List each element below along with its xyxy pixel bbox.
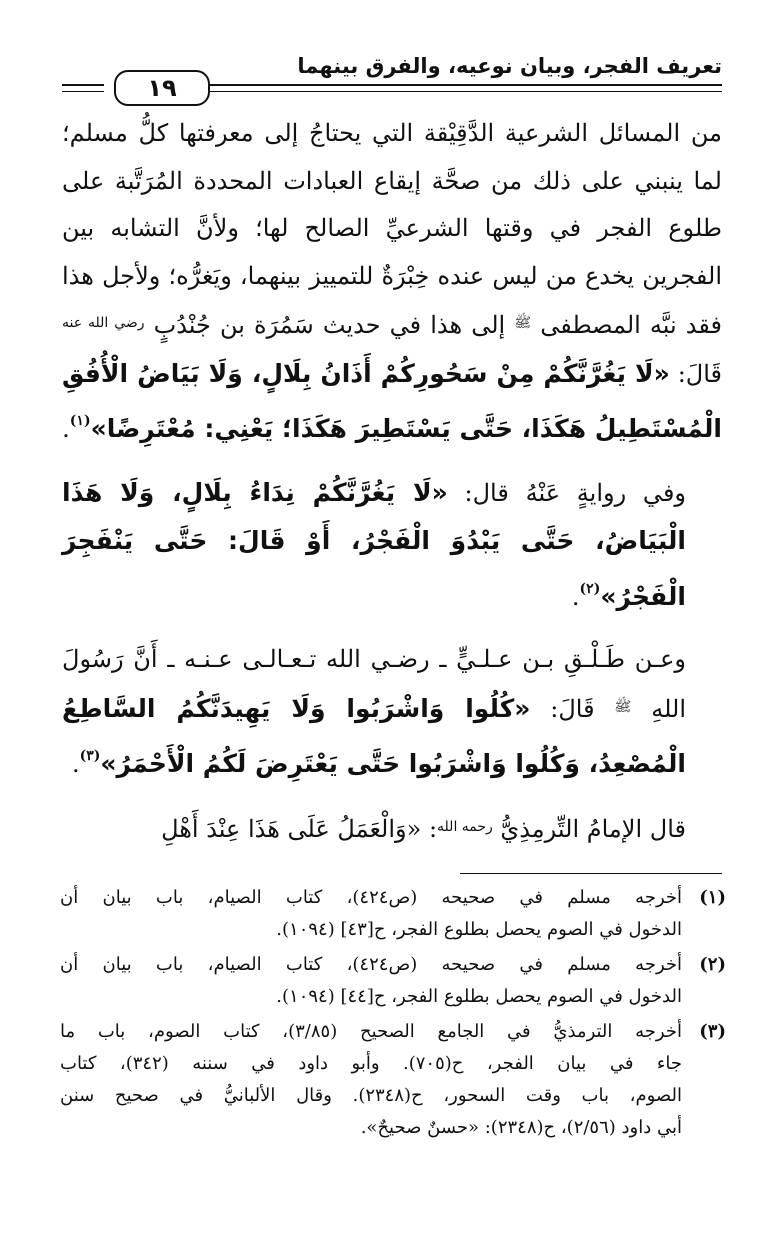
footnote-3 — [60, 1016, 726, 1144]
footnote-line: أخرجه مسلم في صحيحه (ص٤٢٤)، كتاب الصيام، باب بيان أن — [60, 954, 683, 975]
footnote-line: الدخول في الصوم يحصل بطلوع الفجر، ح[٤٤] (١٠٩٤). — [276, 986, 682, 1007]
paragraph-1-end: . — [62, 415, 70, 443]
paragraph-1-text-b: إلى هذا في حديث سَمُرَة بن جُنْدُبٍ — [144, 311, 515, 339]
footnote-ref-2[interactable]: (٢) — [579, 580, 601, 597]
footnote-text — [60, 882, 682, 946]
salawat-glyph: ﷺ — [514, 315, 532, 331]
radiya-glyph: رضي الله عنه — [62, 315, 145, 331]
footnote-ref-3[interactable]: (٣) — [79, 748, 101, 764]
paragraph-1-text-a: من المسائل الشرعية الدَّقِيْقة التي يحتاجُ إلى معرفتها كلُّ مسلم؛ لما ينبني على ذلك من صحَّة إيقاع العبادات المحددة المُرَتَّبة على طلوع الفجر في وقتها الشرعيِّ الصالح لها؛ ولأنَّ التشابه بين الفجرين يخدع من ليس عنده خِبْرَةٌ للتمييز بينهما، ويَغرُّه؛ ولأجل هذا فقد نبَّه المصطفى — [62, 119, 722, 339]
paragraph-1 — [62, 110, 722, 454]
footnote-line: أخرجه الترمذيُّ في الجامع الصحيح (٣/٨٥)، كتاب الصوم، باب ما — [60, 1021, 682, 1042]
chapter-title: تعريف الفجر، وبيان نوعيه، والفرق بينهما — [297, 54, 722, 78]
footnote-line: أبي داود (٢/٥٦)، ح(٢٣٤٨): «حسنٌ صحيحٌ». — [360, 1117, 682, 1138]
rahimahu-glyph: رحمه الله — [437, 818, 493, 835]
hadith-quote-1: «لَا يَغُرَّنَّكُمْ مِنْ سَحُورِكُمْ أَذَانُ بِلَالٍ، وَلَا بَيَاضُ الْأُفُقِ الْمُسْتَطِيلُ هَكَذَا، حَتَّى يَسْتَطِيرَ هَكَذَا؛ يَعْنِي: مُعْتَرِضًا» — [62, 358, 722, 443]
paragraph-2 — [62, 469, 722, 622]
paragraph-3 — [62, 636, 722, 789]
footnote-number: (٢) — [699, 954, 726, 975]
footnote-line: جاء في بيان الفجر، ح(٧٠٥). وأبو داود في سننه (٣٤٢)، كتاب — [60, 1053, 683, 1074]
paragraph-3-end: . — [71, 750, 80, 778]
footnote-ref-1[interactable]: (١) — [69, 413, 91, 429]
header-rule-left — [62, 84, 104, 92]
book-page — [60, 48, 726, 1144]
footnote-line: الدخول في الصوم يحصل بطلوع الفجر، ح[٤٣] (١٠٩٤). — [276, 919, 682, 940]
main-text — [62, 110, 722, 853]
running-header — [62, 48, 722, 110]
header-rule-right — [210, 84, 722, 92]
footnote-2 — [60, 949, 726, 1013]
paragraph-2-end: . — [571, 582, 580, 611]
footnote-number: (١) — [699, 887, 726, 908]
hadith-quote-3: «كُلُوا وَاشْرَبُوا وَلَا يَهِيدَنَّكُمُ السَّاطِعُ الْمُصْعِدُ، وَكُلُوا وَاشْرَبُوا حَتَّى يَعْتَرِضَ لَكُمُ الْأَحْمَرُ» — [62, 693, 686, 778]
footnote-line: الصوم، باب وقت السحور، ح(٢٣٤٨). وقال الألبانيُّ في صحيح سنن — [60, 1085, 683, 1106]
paragraph-3-text-b: قَالَ: — [530, 694, 615, 723]
paragraph-2-text-a: وفي روايةٍ عَنْهُ قال: — [447, 478, 687, 507]
paragraph-4-text-a: قال الإمامُ التِّرمِذِيُّ — [492, 814, 686, 843]
footnote-text — [60, 949, 682, 1013]
footnotes — [60, 882, 726, 1144]
paragraph-4 — [62, 804, 722, 854]
paragraph-1-text-c: قَالَ: — [669, 359, 723, 388]
page-number: ١٩ — [114, 70, 210, 106]
footnote-line: أخرجه مسلم في صحيحه (ص٤٢٤)، كتاب الصيام، باب بيان أن — [60, 887, 683, 908]
footnote-1 — [60, 882, 726, 946]
paragraph-4-text-b: : «وَالْعَمَلُ عَلَى هَذَا عِنْدَ أَهْلِ — [161, 814, 438, 843]
salawat-glyph-2: ﷺ — [614, 698, 632, 715]
footnote-separator — [460, 873, 722, 874]
footnote-text — [60, 1016, 682, 1144]
hadith-quote-2: «لَا يَغُرَّنَّكُمْ نِدَاءُ بِلَالٍ، وَلَا هَذَا الْبَيَاضُ، حَتَّى يَبْدُوَ الْفَجْرُ، أَوْ قَالَ: حَتَّى يَنْفَجِرَ الْفَجْرُ» — [62, 477, 686, 611]
paragraph-3-text-a: وعـن طَـلْـقِ بـن عـلـيٍّ ـ رضـي الله تـعـالـى عـنـه ـ أَنَّ رَسُولَ اللهِ — [62, 645, 686, 723]
footnote-number: (٣) — [699, 1021, 726, 1042]
